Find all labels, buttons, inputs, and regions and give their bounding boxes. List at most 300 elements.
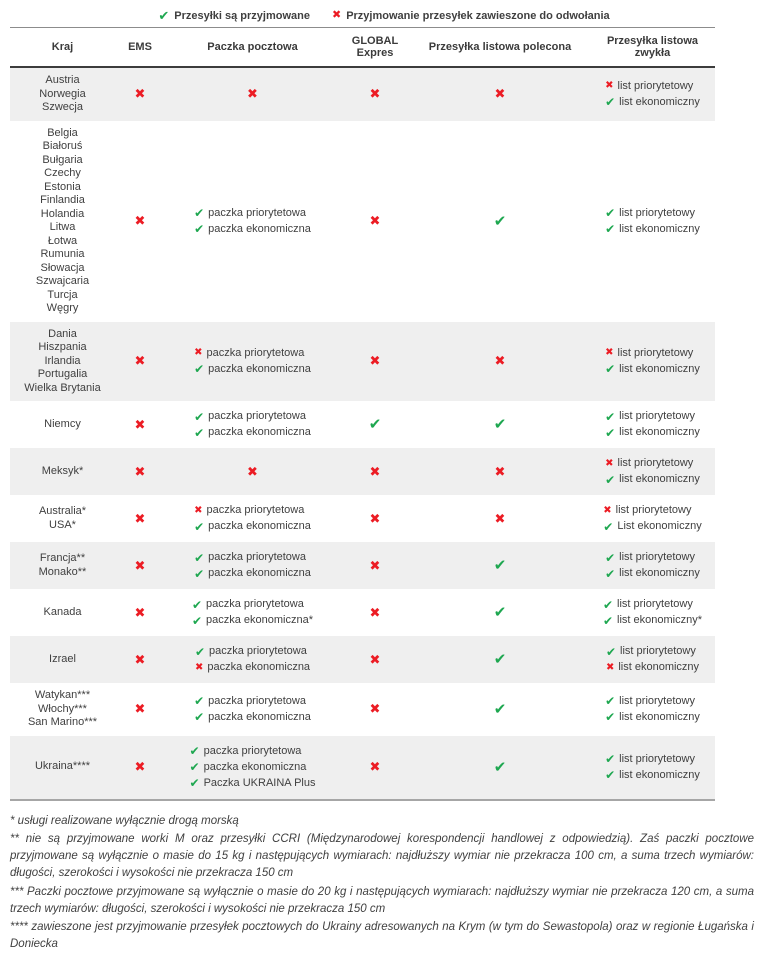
check-icon: ✔ (493, 758, 507, 776)
service-label: list priorytetowy (619, 410, 695, 422)
service-label: list ekonomiczny (618, 661, 700, 673)
service-label: paczka priorytetowa (206, 598, 304, 610)
service-item (605, 80, 700, 93)
service-list (194, 407, 311, 442)
header-row (10, 28, 715, 68)
service-list (192, 595, 313, 630)
service-label: paczka priorytetowa (208, 410, 306, 422)
cross-icon: ✖ (369, 651, 381, 667)
cross-icon: ✖ (603, 504, 612, 516)
cross-icon: ✖ (134, 353, 146, 369)
cross-icon: ✖ (605, 80, 614, 92)
country-name: Czechy (44, 167, 81, 179)
table-row (10, 542, 715, 589)
cell-przesylka-polecona (410, 67, 590, 121)
service-label: list ekonomiczny (619, 362, 700, 375)
service-item (194, 520, 311, 533)
cell-global-expres (340, 67, 410, 121)
service-list (605, 548, 700, 583)
service-label: list ekonomiczny (619, 710, 700, 723)
cross-icon: ✖ (194, 504, 203, 516)
cell-przesylka-zwykla (590, 542, 715, 589)
cell-ems (115, 636, 165, 683)
cell-paczka-pocztowa (165, 322, 340, 402)
check-icon: ✔ (493, 604, 507, 621)
cell-paczka-pocztowa (165, 448, 340, 495)
cell-przesylka-polecona (410, 589, 590, 636)
service-item (190, 745, 316, 758)
check-icon: ✔ (602, 597, 614, 612)
service-item (605, 551, 700, 564)
cross-icon: ✖ (369, 213, 381, 228)
service-item (192, 598, 313, 611)
cross-icon: ✖ (134, 557, 146, 573)
cell-country (10, 121, 115, 322)
cross-icon: ✖ (134, 759, 146, 774)
service-list (605, 750, 700, 785)
service-label: paczka ekonomiczna (208, 426, 311, 438)
check-icon: ✔ (493, 700, 507, 718)
cell-global-expres (340, 495, 410, 542)
country-name: Niemcy (44, 417, 81, 430)
cell-przesylka-zwykla (590, 589, 715, 636)
legend-suspended-label: Przyjmowanie przesyłek zawieszone do odwołania (346, 9, 610, 22)
service-label: paczka ekonomiczna (208, 222, 311, 235)
table-row (10, 121, 715, 322)
legend-suspended (332, 10, 610, 22)
country-name: Turcja (47, 288, 78, 301)
service-item (194, 347, 311, 360)
cell-przesylka-zwykla (590, 121, 715, 322)
cell-przesylka-zwykla (590, 67, 715, 121)
cell-ems (115, 589, 165, 636)
cell-przesylka-zwykla (590, 736, 715, 800)
service-item (605, 711, 700, 724)
cell-global-expres (340, 448, 410, 495)
cell-ems (115, 448, 165, 495)
service-label: list priorytetowy (619, 694, 695, 707)
check-icon: ✔ (194, 694, 205, 709)
check-icon: ✔ (493, 416, 507, 433)
cell-przesylka-zwykla (590, 495, 715, 542)
service-list (605, 454, 700, 489)
service-label: paczka ekonomiczna (208, 362, 311, 375)
table-row (10, 401, 715, 448)
table-row (10, 736, 715, 800)
country-name: USA* (49, 518, 76, 531)
service-item (194, 551, 311, 564)
cell-paczka-pocztowa (165, 401, 340, 448)
cell-global-expres (340, 542, 410, 589)
cross-icon: ✖ (134, 651, 146, 667)
service-item (605, 363, 700, 376)
table-row (10, 495, 715, 542)
cell-global-expres (340, 322, 410, 402)
service-item (194, 363, 311, 376)
country-name: Litwa (49, 221, 76, 233)
check-icon: ✔ (605, 710, 616, 725)
country-name: Irlandia (44, 354, 81, 367)
country-name: Australia* (38, 505, 87, 517)
service-list (194, 548, 311, 583)
check-icon: ✔ (605, 644, 617, 659)
cell-paczka-pocztowa (165, 589, 340, 636)
service-label: list ekonomiczny (619, 768, 700, 781)
cell-przesylka-zwykla (590, 683, 715, 736)
check-icon: ✔ (605, 362, 616, 377)
country-name: Portugalia (37, 368, 88, 380)
col-header-kraj: Kraj (10, 28, 115, 68)
check-icon: ✔ (493, 651, 507, 668)
service-item (605, 567, 700, 580)
cross-icon: ✖ (247, 86, 258, 102)
footnotes (10, 813, 754, 954)
country-name: Ukraina**** (34, 760, 91, 773)
service-item (605, 769, 700, 782)
check-icon: ✔ (194, 206, 205, 220)
check-icon: ✔ (194, 519, 205, 534)
cell-country (10, 683, 115, 736)
check-icon: ✔ (605, 206, 616, 220)
service-item (605, 426, 700, 439)
col-header-global-expres: GLOBAL Expres (340, 28, 410, 68)
cell-przesylka-polecona (410, 736, 590, 800)
service-label: paczka ekonomiczna (207, 661, 311, 673)
service-label: list priorytetowy (617, 598, 693, 610)
cross-icon: ✖ (134, 510, 146, 526)
check-icon: ✔ (368, 416, 382, 433)
service-item (605, 347, 700, 360)
country-name: Norwegia (39, 87, 86, 100)
service-item (605, 223, 700, 236)
cell-global-expres (340, 121, 410, 322)
service-label: paczka priorytetowa (209, 645, 307, 657)
service-label: list priorytetowy (619, 206, 695, 219)
cell-przesylka-zwykla (590, 401, 715, 448)
cell-global-expres (340, 636, 410, 683)
service-list (194, 204, 311, 239)
check-icon: ✔ (605, 472, 616, 487)
cell-ems (115, 121, 165, 322)
cross-icon: ✖ (369, 557, 381, 573)
service-label: paczka priorytetowa (208, 551, 306, 563)
table-row (10, 589, 715, 636)
cell-paczka-pocztowa (165, 736, 340, 800)
cell-country (10, 542, 115, 589)
cross-icon: ✖ (369, 463, 381, 479)
check-icon: ✔ (191, 597, 203, 612)
cross-icon: ✖ (369, 759, 381, 774)
check-icon: ✔ (158, 8, 170, 23)
service-item (606, 645, 699, 658)
cell-przesylka-polecona (410, 683, 590, 736)
check-icon: ✔ (194, 566, 205, 581)
cell-country (10, 401, 115, 448)
cell-przesylka-zwykla (590, 322, 715, 402)
col-header-ems: EMS (115, 28, 165, 68)
cell-paczka-pocztowa (165, 495, 340, 542)
check-icon: ✔ (605, 425, 616, 440)
country-name: Belgia (47, 126, 78, 139)
table-row (10, 448, 715, 495)
legend (0, 0, 768, 27)
country-name: Węgry (46, 302, 79, 314)
cross-icon: ✖ (369, 353, 381, 369)
cross-icon: ✖ (194, 347, 203, 359)
country-name: Francja** (39, 552, 86, 564)
service-list (194, 501, 311, 536)
service-item (605, 96, 700, 109)
check-icon: ✔ (605, 550, 616, 565)
country-name: Estonia (44, 180, 81, 193)
country-name: Kanada (43, 605, 82, 618)
service-item (605, 753, 700, 766)
check-icon: ✔ (605, 566, 616, 581)
check-icon: ✔ (605, 95, 616, 110)
service-label: list ekonomiczny* (617, 614, 703, 626)
service-item (606, 661, 699, 674)
cell-paczka-pocztowa (165, 121, 340, 322)
cross-icon: ✖ (369, 701, 381, 717)
service-list (194, 344, 311, 379)
cell-przesylka-zwykla (590, 636, 715, 683)
cell-ems (115, 495, 165, 542)
cell-przesylka-polecona (410, 542, 590, 589)
cross-icon: ✖ (369, 604, 381, 620)
col-header-przesylka-polecona: Przesyłka listowa polecona (410, 28, 590, 68)
table-row (10, 322, 715, 402)
cell-przesylka-polecona (410, 495, 590, 542)
cell-ems (115, 736, 165, 800)
service-item (194, 410, 311, 423)
check-icon: ✔ (493, 212, 507, 230)
cross-icon: ✖ (194, 661, 204, 673)
cell-global-expres (340, 736, 410, 800)
cross-icon: ✖ (494, 510, 506, 526)
postal-services-table (10, 27, 715, 801)
service-item (194, 504, 311, 517)
cell-przesylka-zwykla (590, 448, 715, 495)
service-list (603, 595, 702, 630)
check-icon: ✔ (603, 519, 614, 534)
footnote-4: **** zawieszone jest przyjmowanie przesyłek pocztowych do Ukrainy adresowanych na Krym (w tym do Sewastopola) oraz w regionie Ługańska i Doniecka (10, 921, 754, 951)
service-item (603, 520, 701, 533)
cell-przesylka-polecona (410, 636, 590, 683)
service-label: list ekonomiczny (619, 473, 700, 485)
cell-paczka-pocztowa (165, 683, 340, 736)
check-icon: ✔ (194, 409, 205, 424)
cell-global-expres (340, 401, 410, 448)
cross-icon: ✖ (331, 9, 342, 21)
cell-przesylka-polecona (410, 322, 590, 402)
service-label: paczka ekonomiczna* (206, 614, 314, 626)
check-icon: ✔ (194, 362, 205, 377)
cross-icon: ✖ (494, 86, 506, 102)
service-item (195, 661, 310, 674)
service-label: list priorytetowy (617, 346, 694, 359)
cell-ems (115, 542, 165, 589)
service-label: List ekonomiczny (617, 520, 702, 532)
service-label: list priorytetowy (619, 551, 695, 563)
table-header (10, 28, 715, 68)
cell-przesylka-polecona (410, 448, 590, 495)
check-icon: ✔ (189, 744, 200, 758)
service-list (194, 692, 311, 727)
check-icon: ✔ (194, 425, 205, 440)
cross-icon: ✖ (134, 213, 146, 228)
service-list (605, 692, 700, 727)
country-name: Rumunia (40, 248, 85, 260)
cross-icon: ✖ (134, 416, 146, 432)
cell-przesylka-polecona (410, 121, 590, 322)
cross-icon: ✖ (369, 86, 381, 102)
col-header-paczka-pocztowa: Paczka pocztowa (165, 28, 340, 68)
cell-ems (115, 322, 165, 402)
check-icon: ✔ (194, 550, 205, 565)
country-name: Wielka Brytania (24, 381, 101, 394)
check-icon: ✔ (605, 768, 616, 782)
cell-country (10, 589, 115, 636)
check-icon: ✔ (194, 222, 205, 236)
service-item (603, 504, 701, 517)
table-row (10, 67, 715, 121)
col-header-przesylka-zwykla: Przesyłka listowa zwykła (590, 28, 715, 68)
service-label: list priorytetowy (619, 752, 695, 765)
service-list (605, 344, 700, 379)
cell-global-expres (340, 683, 410, 736)
service-item (605, 207, 700, 220)
service-label: list ekonomiczny (619, 95, 700, 108)
country-name: Finlandia (40, 194, 85, 206)
footnote-2: ** nie są przyjmowane worki M oraz przesyłki CCRI (Międzynarodowej korespondencji handlowej z odpowiedzią). Zaś paczki pocztowe przyjmowane są wyłącznie o masie do 15 kg i następujących wymiarach: najdłuższy wymiar nie przekracza 100 cm, a suma trzech wymiarów: długości, szerokości i wysokości nie przekracza 150 cm (10, 832, 754, 880)
cell-country (10, 495, 115, 542)
cell-country (10, 448, 115, 495)
service-label: paczka priorytetowa (206, 346, 305, 359)
cell-ems (115, 683, 165, 736)
service-label: paczka priorytetowa (208, 206, 306, 219)
country-name: Białoruś (42, 140, 83, 152)
check-icon: ✔ (191, 613, 203, 628)
service-item (605, 695, 700, 708)
service-label: paczka ekonomiczna (208, 710, 311, 723)
cross-icon: ✖ (247, 463, 258, 479)
table-body (10, 67, 715, 800)
service-label: list ekonomiczny (619, 222, 700, 235)
check-icon: ✔ (605, 752, 616, 766)
check-icon: ✔ (493, 557, 507, 574)
footnote-1: * usługi realizowane wyłącznie drogą morską (10, 814, 239, 827)
cell-country (10, 636, 115, 683)
service-label: paczka ekonomiczna (208, 567, 311, 579)
service-label: paczka ekonomiczna (203, 760, 307, 773)
check-icon: ✔ (189, 760, 200, 774)
service-list (605, 77, 700, 112)
service-list (606, 642, 699, 677)
cross-icon: ✖ (134, 701, 146, 717)
check-icon: ✔ (605, 694, 616, 709)
service-item (190, 777, 316, 790)
service-label: paczka ekonomiczna (208, 520, 311, 532)
cross-icon: ✖ (134, 463, 146, 479)
cell-paczka-pocztowa (165, 636, 340, 683)
cross-icon: ✖ (494, 353, 506, 369)
cell-paczka-pocztowa (165, 542, 340, 589)
cell-global-expres (340, 589, 410, 636)
service-item (603, 614, 702, 627)
service-label: list priorytetowy (620, 645, 696, 657)
cross-icon: ✖ (494, 463, 506, 479)
service-list (195, 642, 310, 677)
service-item (605, 457, 700, 470)
country-name: Meksyk* (41, 464, 84, 477)
check-icon: ✔ (194, 710, 205, 725)
cell-ems (115, 67, 165, 121)
country-name: Włochy*** (38, 702, 87, 715)
country-name: Szwajcaria (35, 275, 90, 287)
service-item (194, 223, 311, 236)
check-icon: ✔ (605, 222, 616, 236)
service-label: paczka priorytetowa (206, 504, 305, 516)
service-item (190, 761, 316, 774)
check-icon: ✔ (194, 644, 205, 659)
legend-accepted (158, 9, 310, 22)
cross-icon: ✖ (134, 86, 146, 102)
service-item (194, 567, 311, 580)
country-name: Izrael (49, 652, 76, 665)
country-name: San Marino*** (27, 716, 98, 728)
service-list (605, 204, 700, 239)
country-name: Austria (45, 74, 80, 86)
service-label: paczka priorytetowa (208, 694, 306, 707)
check-icon: ✔ (605, 409, 616, 424)
service-item (603, 598, 702, 611)
service-label: list priorytetowy (617, 457, 694, 469)
country-name: Słowacja (40, 261, 85, 274)
check-icon: ✔ (189, 776, 200, 790)
country-name: Hiszpania (38, 341, 87, 353)
cross-icon: ✖ (605, 661, 615, 673)
footnote-3: *** Paczki pocztowe przyjmowane są wyłącznie o masie do 20 kg i następujących wymiarach: najdłuższy wymiar nie przekracza 120 cm, a suma trzech wymiarów: długości, szerokości i wysokości nie przekracza 150 cm (10, 885, 754, 915)
check-icon: ✔ (602, 613, 614, 628)
country-name: Watykan*** (34, 689, 91, 701)
country-name: Łotwa (47, 234, 78, 247)
table-row (10, 683, 715, 736)
cross-icon: ✖ (605, 457, 614, 469)
service-list (603, 501, 701, 536)
service-label: list ekonomiczny (619, 426, 700, 438)
service-item (195, 645, 310, 658)
country-name: Szwecja (42, 101, 83, 113)
service-item (194, 426, 311, 439)
service-label: list priorytetowy (615, 504, 692, 516)
table-row (10, 636, 715, 683)
country-name: Dania (48, 327, 77, 340)
cell-ems (115, 401, 165, 448)
cross-icon: ✖ (605, 347, 614, 359)
cell-paczka-pocztowa (165, 67, 340, 121)
legend-accepted-label: Przesyłki są przyjmowane (174, 9, 310, 22)
service-item (194, 695, 311, 708)
service-label: list ekonomiczny (619, 567, 700, 579)
service-item (605, 410, 700, 423)
service-item (605, 473, 700, 486)
service-item (194, 207, 311, 220)
country-name: Bułgaria (42, 153, 83, 166)
service-label: list priorytetowy (617, 79, 694, 92)
cross-icon: ✖ (369, 510, 381, 526)
service-item (192, 614, 313, 627)
cell-country (10, 67, 115, 121)
